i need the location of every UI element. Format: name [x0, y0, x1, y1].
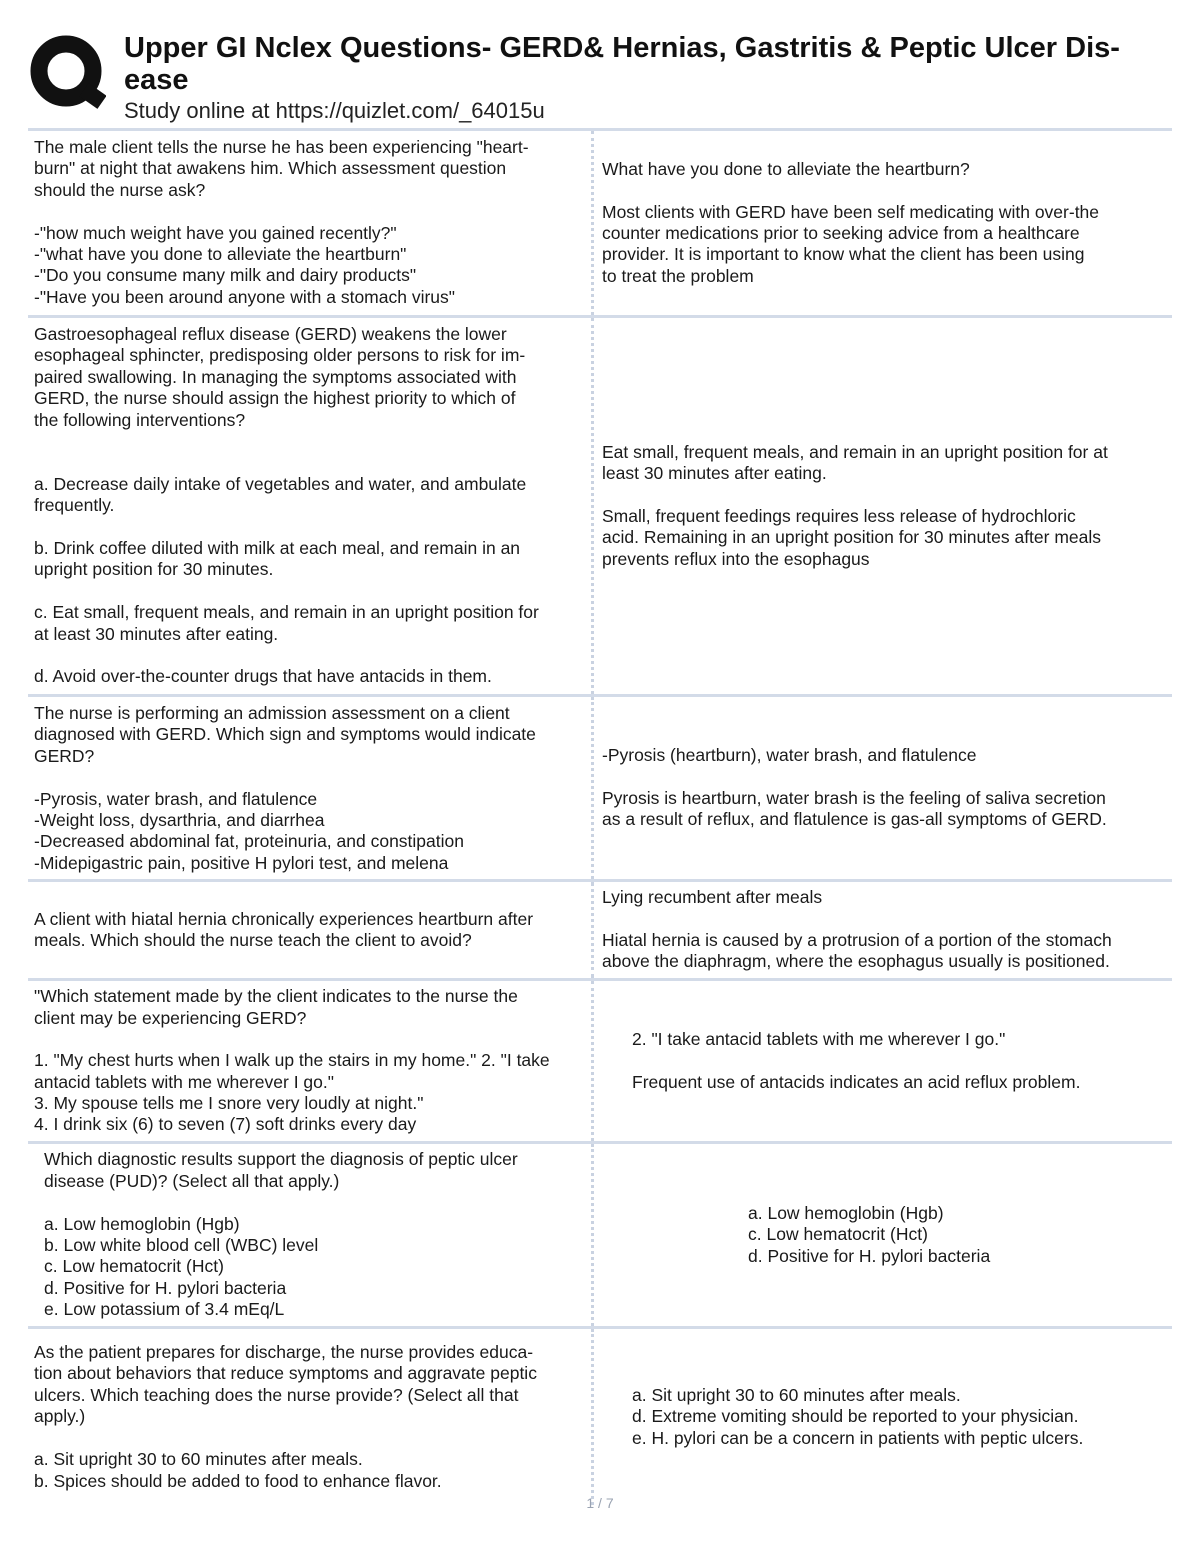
- text-line: -Weight loss, dysarthria, and diarrhea: [34, 809, 325, 830]
- text-line: disease (PUD)? (Select all that apply.): [44, 1170, 340, 1191]
- text-line: burn" at night that awakens him. Which assessment question: [34, 158, 507, 179]
- text-line: Hiatal hernia is caused by a protrusion of a portion of the stomach: [602, 930, 1112, 950]
- text-line: b. Low white blood cell (WBC) level: [44, 1235, 319, 1255]
- text-line: a. Low hemoglobin (Hgb): [44, 1213, 240, 1234]
- text-line: [602, 767, 1168, 788]
- text-line: above the diaphragm, where the esophagus usually is positioned.: [602, 951, 1110, 972]
- card-answer: [594, 318, 1172, 694]
- page-header: [30, 28, 1190, 126]
- text-line: Most clients with GERD have been self medicating with over-the: [602, 201, 1100, 222]
- text-line: least 30 minutes after eating.: [602, 463, 827, 484]
- text-line: as a result of reflux, and flatulence is gas-all symptoms of GERD.: [602, 809, 1107, 830]
- text-line: [34, 1428, 587, 1449]
- text-line: d. Avoid over-the-counter drugs that have antacids in them.: [34, 666, 492, 687]
- text-line: [602, 909, 1168, 930]
- text-line: a. Decrease daily intake of vegetables and water, and ambulate: [34, 473, 527, 494]
- text-line: Lying recumbent after meals: [602, 887, 823, 908]
- card-answer: [594, 1144, 1172, 1326]
- flashcard-list: [28, 128, 1172, 1505]
- text-line: -Pyrosis, water brash, and flatulence: [34, 788, 318, 809]
- text-line: -"Do you consume many milk and dairy products": [34, 265, 417, 286]
- flashcard: [28, 315, 1172, 694]
- text-line: c. Low hematocrit (Hct): [748, 1224, 928, 1245]
- text-line: -Pyrosis (heartburn), water brash, and flatulence: [602, 745, 977, 766]
- text-line: [34, 1029, 587, 1050]
- text-line: The male client tells the nurse he has been experiencing "heart-: [34, 137, 529, 157]
- text-line: Gastroesophageal reflux disease (GERD) weakens the lower: [34, 324, 507, 344]
- card-answer: [594, 981, 1172, 1141]
- text-line: [632, 1050, 1168, 1071]
- text-line: Pyrosis is heartburn, water brash is the feeling of saliva secretion: [602, 787, 1106, 808]
- text-line: b. Drink coffee diluted with milk at each meal, and remain in an: [34, 538, 521, 559]
- text-line: provider. It is important to know what the client has been using: [602, 244, 1085, 265]
- text-line: The nurse is performing an admission assessment on a client: [34, 703, 510, 723]
- flashcard: [28, 694, 1172, 879]
- card-question: [28, 981, 594, 1141]
- text-line: c. Eat small, frequent meals, and remain in an upright position for: [34, 602, 539, 623]
- text-line: e. H. pylori can be a concern in patients with peptic ulcers.: [632, 1427, 1084, 1448]
- flashcard: [28, 128, 1172, 315]
- text-line: -"how much weight have you gained recently?": [34, 222, 397, 243]
- card-answer: [594, 882, 1172, 978]
- text-line: What have you done to alleviate the heartburn?: [602, 158, 970, 179]
- flashcard: [28, 879, 1172, 978]
- text-line: paired swallowing. In managing the symptoms associated with: [34, 366, 517, 387]
- text-line: [34, 645, 587, 666]
- text-line: Which diagnostic results support the diagnosis of peptic ulcer: [44, 1149, 518, 1170]
- card-question: [28, 318, 594, 694]
- text-line: [602, 180, 1168, 201]
- text-line: diagnosed with GERD. Which sign and symptoms would indicate: [34, 724, 536, 745]
- text-line: tion about behaviors that reduce symptoms and aggravate peptic: [34, 1363, 537, 1384]
- text-line: As the patient prepares for discharge, the nurse provides educa-: [34, 1342, 534, 1363]
- card-question: [28, 1144, 594, 1326]
- text-line: Eat small, frequent meals, and remain in an upright position for at: [602, 441, 1108, 462]
- text-line: Small, frequent feedings requires less release of hydrochloric: [602, 505, 1076, 526]
- text-line: counter medications prior to seeking advice from a healthcare: [602, 222, 1080, 243]
- text-line: client may be experiencing GERD?: [34, 1007, 307, 1028]
- text-line: -"what have you done to alleviate the heartburn": [34, 244, 407, 265]
- flashcard: [28, 1141, 1172, 1326]
- card-question: [28, 882, 594, 978]
- text-line: A client with hiatal hernia chronically experiences heartburn after: [34, 908, 534, 929]
- text-line: upright position for 30 minutes.: [34, 559, 274, 580]
- text-line: [34, 431, 587, 452]
- text-line: [34, 767, 587, 788]
- text-line: a. Low hemoglobin (Hgb): [748, 1202, 944, 1223]
- text-line: d. Positive for H. pylori bacteria: [44, 1277, 287, 1298]
- card-answer: [594, 131, 1172, 315]
- text-line: -Midepigastric pain, positive H pylori test, and melena: [34, 852, 449, 873]
- text-line: should the nurse ask?: [34, 179, 206, 200]
- text-line: c. Low hematocrit (Hct): [44, 1256, 224, 1277]
- flashcard: [28, 978, 1172, 1141]
- text-line: [34, 452, 587, 473]
- quizlet-logo-icon: [30, 34, 106, 110]
- text-line: Frequent use of antacids indicates an acid reflux problem.: [632, 1071, 1081, 1092]
- text-line: [34, 517, 587, 538]
- card-question: [28, 131, 594, 315]
- study-online-link[interactable]: Study online at https://quizlet.com/_64015u: [124, 98, 545, 123]
- text-line: -Decreased abdominal fat, proteinuria, and constipation: [34, 831, 464, 852]
- text-line: d. Positive for H. pylori bacteria: [748, 1245, 991, 1266]
- text-line: [34, 581, 587, 602]
- card-question: [28, 1329, 594, 1505]
- text-line: e. Low potassium of 3.4 mEq/L: [44, 1299, 285, 1320]
- text-line: meals. Which should the nurse teach the client to avoid?: [34, 930, 472, 950]
- text-line: antacid tablets with me wherever I go.": [34, 1071, 334, 1092]
- text-line: a. Sit upright 30 to 60 minutes after meals.: [34, 1449, 363, 1470]
- page-title: Upper GI Nclex Questions- GERD& Hernias, Gastritis & Peptic Ulcer Dis- ease: [124, 32, 1120, 96]
- text-line: [44, 1192, 587, 1213]
- text-line: to treat the problem: [602, 265, 754, 286]
- text-line: acid. Remaining in an upright position for 30 minutes after meals: [602, 527, 1102, 548]
- card-answer: [594, 1329, 1172, 1505]
- text-line: prevents reflux into the esophagus: [602, 548, 870, 569]
- flashcard: [28, 1326, 1172, 1505]
- text-line: the following interventions?: [34, 409, 246, 430]
- page-number: 1 / 7: [586, 1495, 614, 1511]
- text-line: 3. My spouse tells me I snore very loudly at night.": [34, 1093, 424, 1114]
- text-line: GERD, the nurse should assign the highest priority to which of: [34, 388, 516, 409]
- card-question: [28, 697, 594, 879]
- text-line: "Which statement made by the client indicates to the nurse the: [34, 986, 518, 1007]
- text-line: a. Sit upright 30 to 60 minutes after meals.: [632, 1384, 961, 1405]
- card-answer: [594, 697, 1172, 879]
- text-line: frequently.: [34, 495, 115, 516]
- text-line: esophageal sphincter, predisposing older persons to risk for im-: [34, 345, 526, 366]
- text-line: b. Spices should be added to food to enhance flavor.: [34, 1470, 442, 1491]
- text-line: [602, 485, 1168, 506]
- text-line: GERD?: [34, 745, 95, 766]
- text-line: 4. I drink six (6) to seven (7) soft drinks every day: [34, 1114, 417, 1135]
- text-line: apply.): [34, 1406, 86, 1427]
- text-line: at least 30 minutes after eating.: [34, 623, 279, 644]
- text-line: [34, 201, 587, 222]
- text-line: d. Extreme vomiting should be reported to your physician.: [632, 1406, 1079, 1427]
- text-line: 2. "I take antacid tablets with me wherever I go.": [632, 1028, 1006, 1049]
- text-line: ulcers. Which teaching does the nurse provide? (Select all that: [34, 1384, 519, 1405]
- text-line: 1. "My chest hurts when I walk up the stairs in my home." 2. "I take: [34, 1050, 550, 1071]
- text-line: -"Have you been around anyone with a stomach virus": [34, 286, 455, 307]
